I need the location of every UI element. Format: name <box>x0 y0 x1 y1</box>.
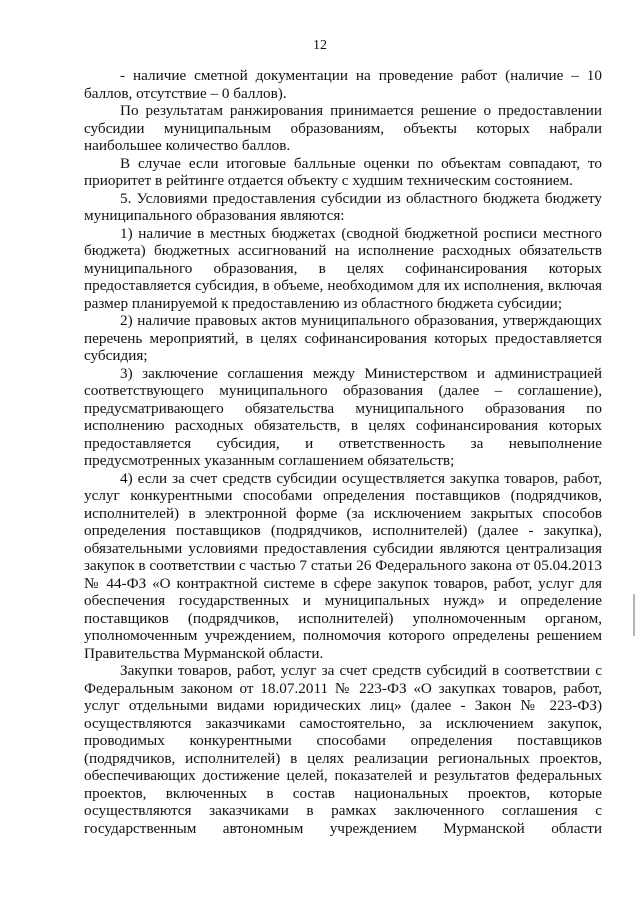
paragraph-condition-2: 2) наличие правовых актов муниципального образования, утверждающих перечень мероприятий, в целях софинансирования которых предоставляется субсидия; <box>84 312 602 364</box>
paragraph-condition-4: 4) если за счет средств субсидии осуществляется закупка товаров, работ, услуг конкурентными способами определения поставщиков (подрядчиков, исполнителей) в электронной форме (за исключением закрытых способов определения поставщиков (подрядчиков, исполнителей) (далее - закупка), обязательными условиями предоставления субсидии являются централизация закупок в соответствии с частью 7 статьи 26 Федерального закона от 05.04.2013 № 44-ФЗ «О контрактной системе в сфере закупок товаров, работ, услуг для обеспечения государственных и муниципальных нужд» и определение поставщиков (подрядчиков, исполнителей) уполномоченным органом, уполномоченным учреждением, полномочия которого определены решением Правительства Мурманской области. <box>84 469 602 662</box>
page-number: 12 <box>313 38 327 53</box>
paragraph-condition-3: 3) заключение соглашения между Министерством и администрацией соответствующего муниципального образования (далее – соглашение), предусматривающего обязательства муниципального образования по исполнению расходных обязательств, в целях софинансирования которых предоставляется субсидия, и ответственность за невыполнение предусмотренных указанным соглашением обязательств; <box>84 364 602 469</box>
paragraph-procurement-223fz: Закупки товаров, работ, услуг за счет средств субсидий в соответствии с Федеральным законом от 18.07.2011 № 223-ФЗ «О закупках товаров, работ, услуг отдельными видами юридических лиц» (далее - Закон № 223-ФЗ) осуществляются заказчиками самостоятельно, за исключением закупок, проводимых конкурентными способами определения поставщиков (подрядчиков, исполнителей) в целях реализации региональных проектов, обеспечивающих достижение целей, показателей и результатов федеральных проектов, включенных в состав национальных проектов, которые осуществляются заказчиками в рамках заключенного соглашения с государственным автономным учреждением Мурманской области <box>84 662 602 837</box>
paragraph-ranking-decision: По результатам ранжирования принимается решение о предоставлении субсидии муниципальным образованиям, объекты которых набрали наибольшее количество баллов. <box>84 102 602 154</box>
paragraph-estimate-documentation: - наличие сметной документации на проведение работ (наличие – 10 баллов, отсутствие – 0 баллов). <box>84 67 602 102</box>
paragraph-condition-1: 1) наличие в местных бюджетах (сводной бюджетной росписи местного бюджета) бюджетных ассигнований на исполнение расходных обязательств муниципального образования, в целях софинансирования которых предоставляется субсидия, в объеме, необходимом для их исполнения, включая размер планируемой к предоставлению из областного бюджета субсидии; <box>84 224 602 312</box>
margin-mark <box>633 594 635 636</box>
paragraph-subsidy-conditions: 5. Условиями предоставления субсидии из областного бюджета бюджету муниципального образования являются: <box>84 189 602 224</box>
paragraph-equal-scores: В случае если итоговые балльные оценки по объектам совпадают, то приоритет в рейтинге отдается объекту с худшим техническим состоянием. <box>84 154 602 189</box>
document-body <box>84 67 602 837</box>
